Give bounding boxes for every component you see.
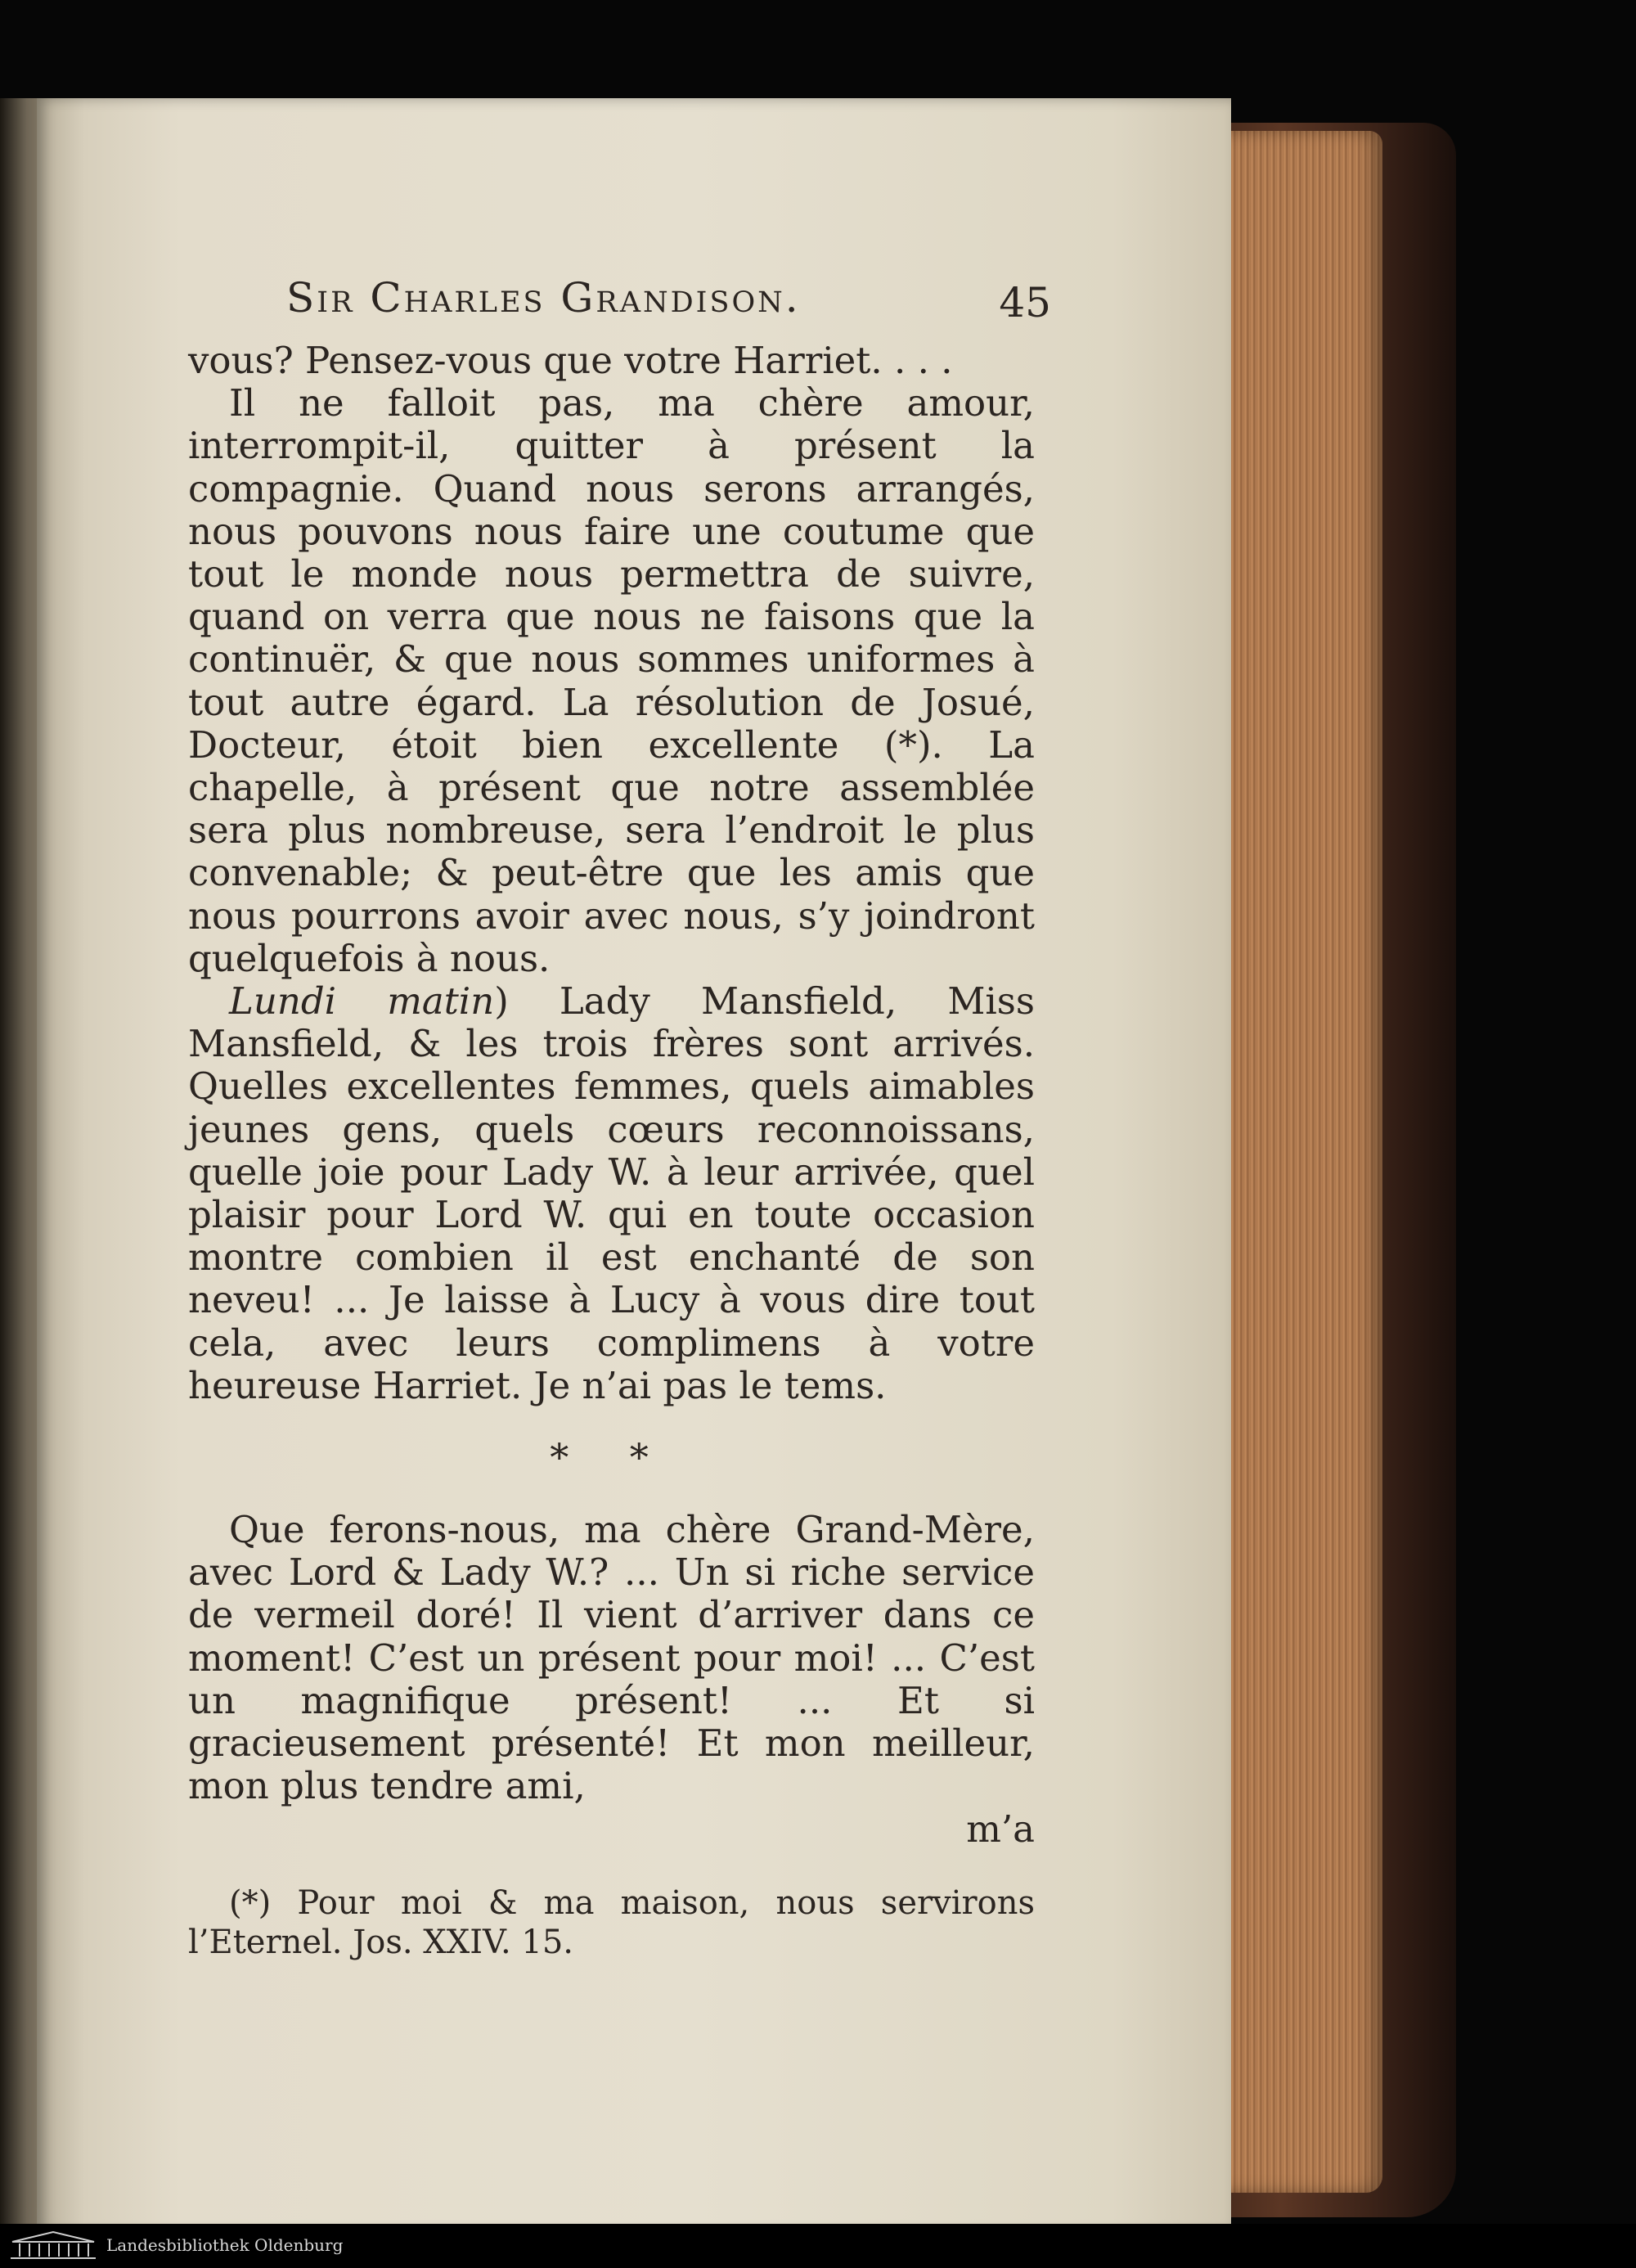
section-separator: * * (550, 1435, 673, 1480)
paragraph-3 (188, 980, 1035, 1407)
paragraph-2: Il ne falloit pas, ma chère amour, interrompit-il, quitter à présent la compagnie. Quand nous serons arrangés, nous pouvons nous faire une coutume que tout le monde nous permettra de suivre, quand on verra que nous ne faisons que la continuër, & que nous sommes uniformes à tout autre égard. La résolution de Josué, Docteur, étoit bien excellente (*). La chapelle, à présent que notre assemblée sera plus nombreuse, sera l’endroit le plus convenable; & peut-être que les amis que nous pourrons avoir avec nous, s’y joindront quelquefois à nous. (188, 381, 1035, 980)
body-text (188, 340, 1035, 1962)
paragraph-4: Que ferons-nous, ma chère Grand-Mère, avec Lord & Lady W.? ... Un si riche service de vermeil doré! Il vient d’arriver dans ce moment! C’est un présent pour moi! ... C’est un magnifique présent! ... Et si gracieusement présenté! Et mon meilleur, mon plus tendre ami, (188, 1508, 1035, 1808)
library-building-icon (8, 2230, 98, 2261)
library-name: Landesbibliothek Oldenburg (106, 2235, 344, 2255)
running-head (188, 274, 1051, 340)
catchword: m’a (966, 1807, 1035, 1851)
text-block (188, 274, 1051, 1962)
page-block-edges (1211, 131, 1382, 2193)
footer-bar (0, 2224, 1636, 2268)
paragraph-3-italic-lead: Lundi matin (229, 979, 495, 1024)
footnote: (*) Pour moi & ma maison, nous servirons l’Eternel. Jos. XXIV. 15. (188, 1883, 1035, 1961)
page (37, 98, 1231, 2234)
running-head-title: Sir Charles Grandison. (286, 274, 801, 322)
page-number: 45 (999, 279, 1051, 326)
paragraph-3-text: ) Lady Mansfield, Miss Mansfield, & les trois frères sont arrivés. Quelles excellentes femmes, quels aimables jeunes gens, quels cœurs reconnoissans, quelle joie pour Lady W. à leur arrivée, quel plaisir pour Lord W. qui en toute occasion montre combien il est enchanté de son neveu! ... Je laisse à Lucy à vous dire tout cela, avec leurs complimens à votre heureuse Harriet. Je n’ai pas le tems. (188, 979, 1035, 1407)
paragraph-1: vous? Pensez-vous que votre Harriet. . . . (188, 339, 953, 382)
